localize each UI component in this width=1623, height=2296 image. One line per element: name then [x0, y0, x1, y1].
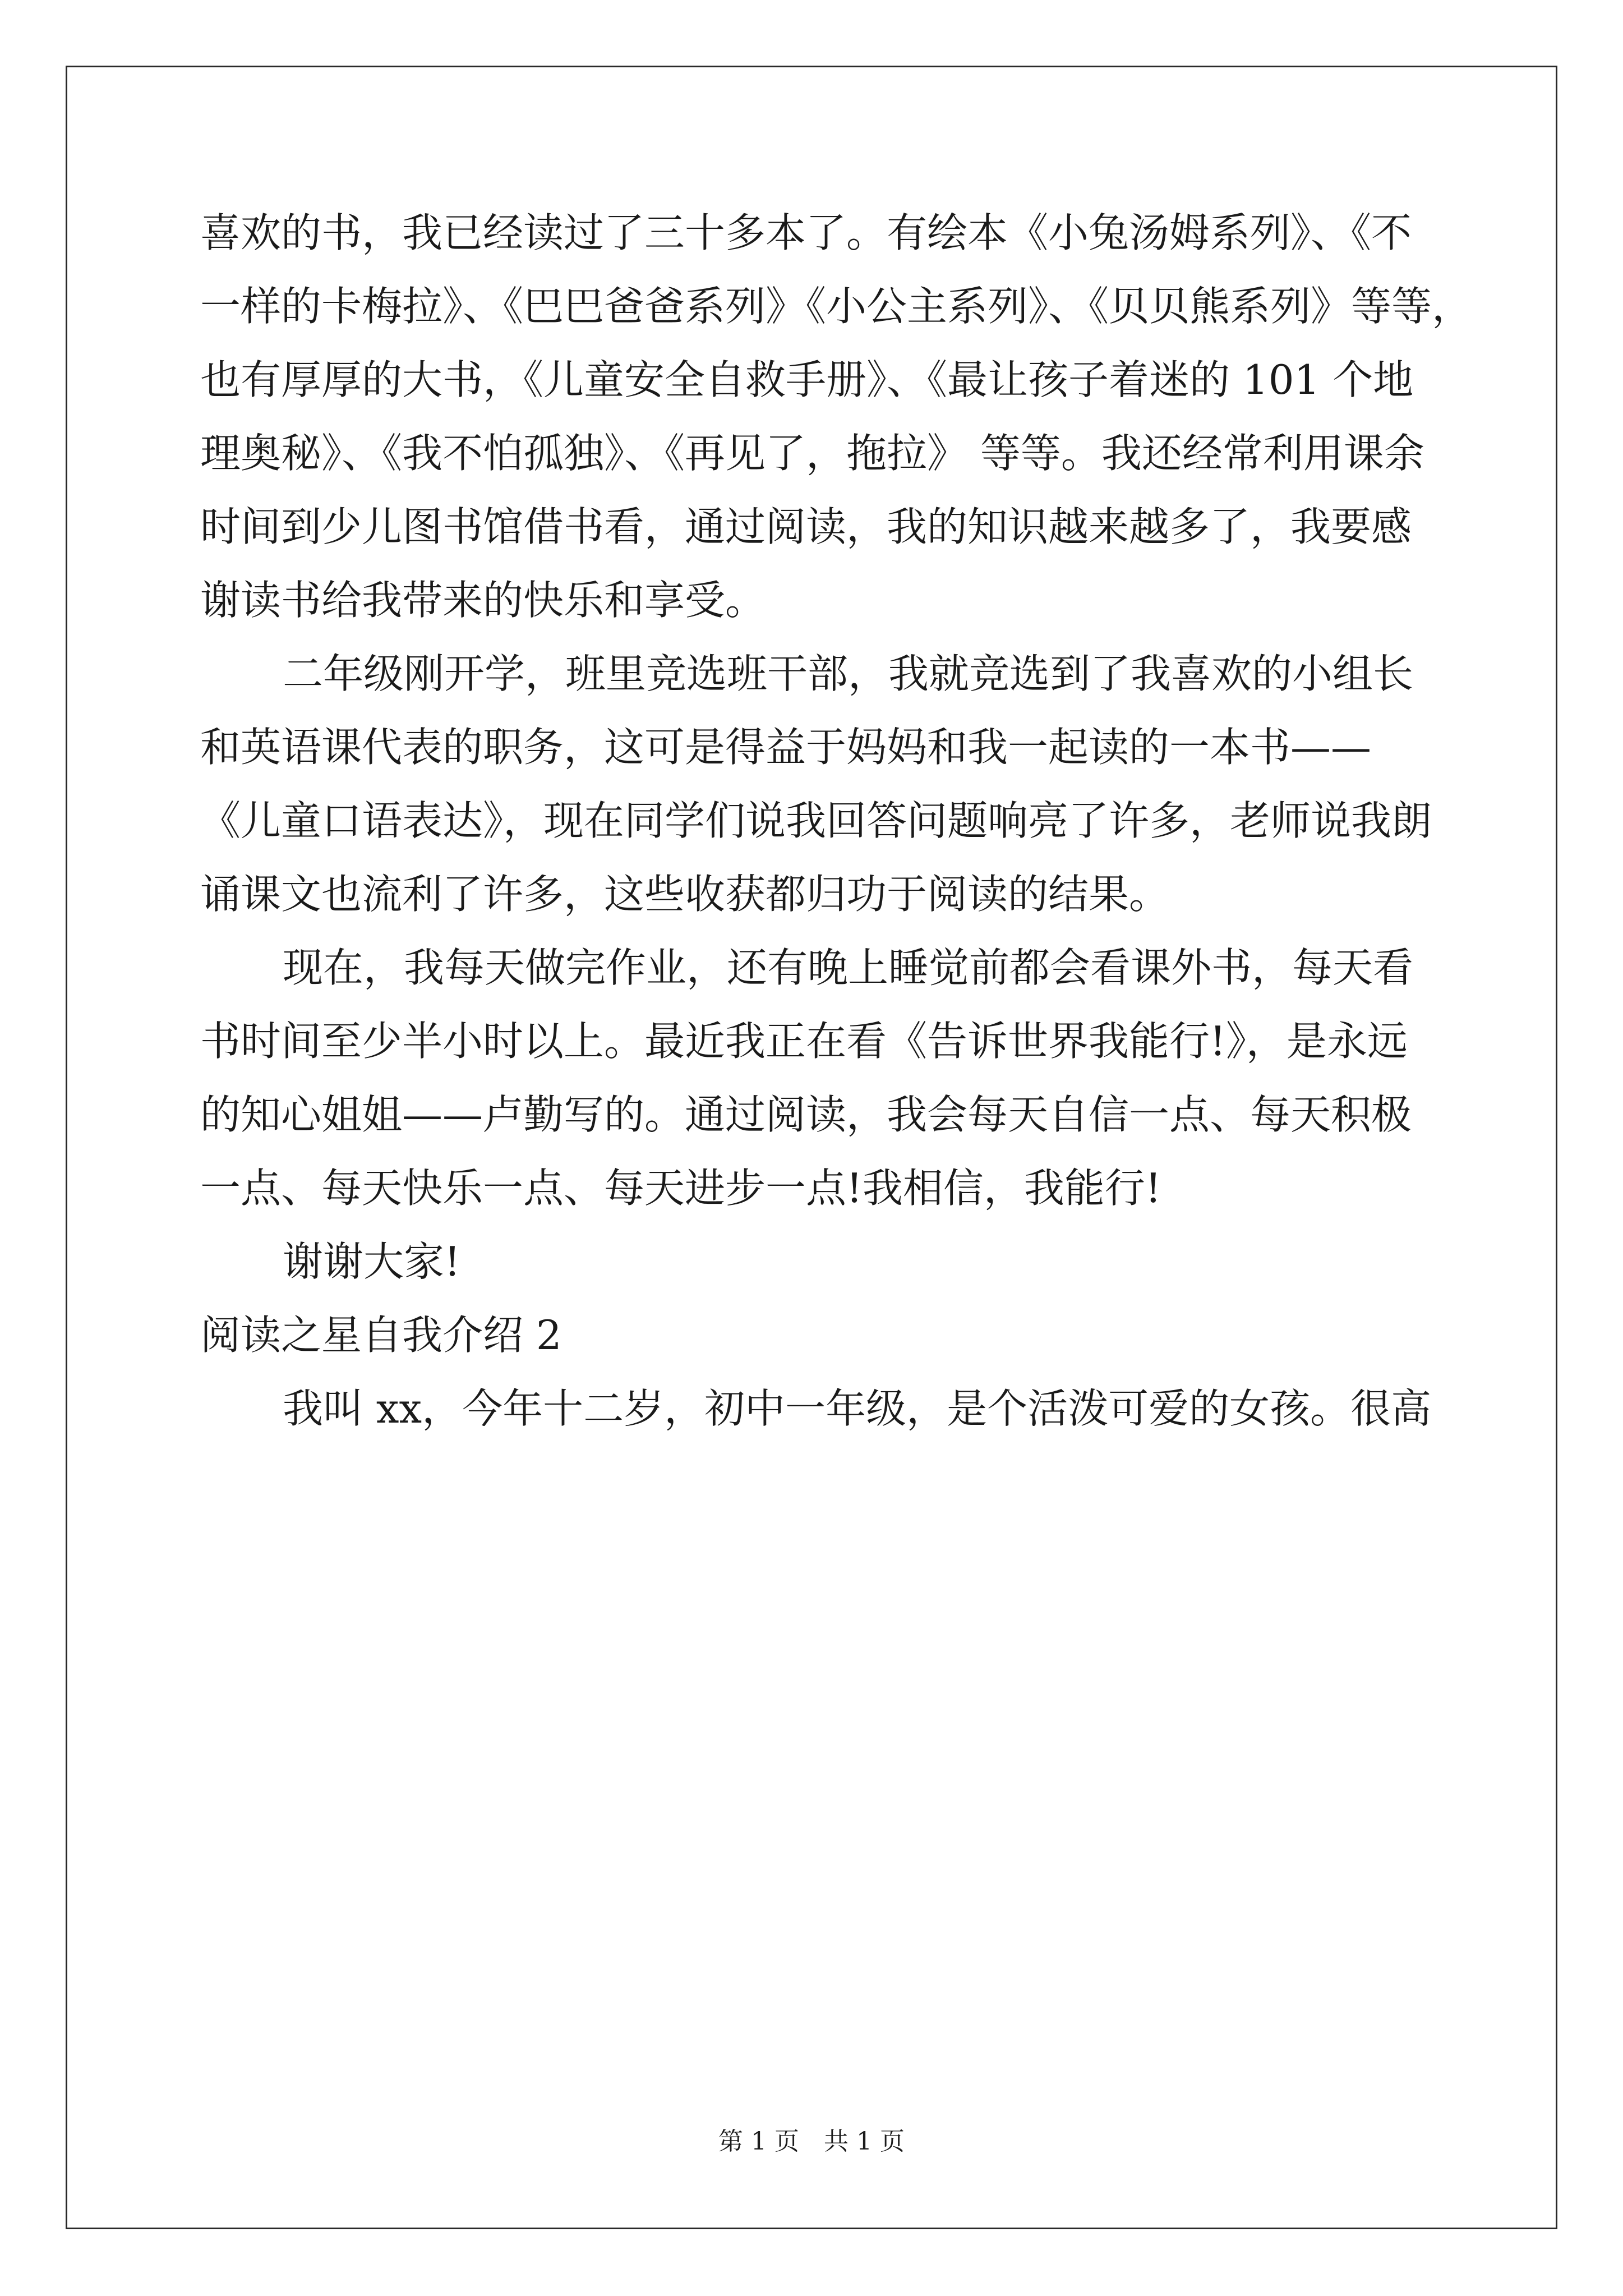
text-line: 一点、每天快乐一点、每天进步一点!我相信，我能行! — [200, 1165, 1161, 1212]
text-line: 《儿童口语表达》，现在同学们说我回答问题响亮了许多，老师说我朗 — [200, 797, 1432, 844]
text-line: 现在，我每天做完作业，还有晚上睡觉前都会看课外书，每天看 — [283, 944, 1414, 991]
text-line: 喜欢的书，我已经读过了三十多本了。有绘本《小兔汤姆系列》、《不 — [200, 209, 1412, 256]
text-line: 书时间至少半小时以上。最近我正在看《告诉世界我能行!》，是永远 — [200, 1018, 1408, 1065]
text-line: 理奥秘》、《我不怕孤独》、《再见了，拖拉》 等等。我还经常利用课余 — [200, 430, 1424, 477]
text-line: 也有厚厚的大书，《儿童安全自救手册》、《最让孩子着迷的 101 个地 — [200, 356, 1414, 403]
text-line: 的知心姐姐——卢勤写的。通过阅读，我会每天自信一点、每天积极 — [200, 1091, 1412, 1138]
text-line: 二年级刚开学，班里竞选班干部，我就竞选到了我喜欢的小组长 — [283, 650, 1414, 697]
section-heading: 阅读之星自我介绍 2 — [200, 1312, 562, 1359]
text-line: 谢谢大家! — [283, 1238, 460, 1285]
text-line: 一样的卡梅拉》、《巴巴爸爸系列》《小公主系列》、《贝贝熊系列》等等， — [200, 283, 1473, 330]
text-line: 诵课文也流利了许多，这些收获都归功于阅读的结果。 — [200, 871, 1170, 918]
text-line: 时间到少儿图书馆借书看，通过阅读，我的知识越来越多了，我要感 — [200, 503, 1412, 550]
text-line: 我叫 xx，今年十二岁，初中一年级，是个活泼可爱的女孩。很高 — [283, 1385, 1432, 1432]
text-line: 谢读书给我带来的快乐和享受。 — [200, 577, 766, 624]
page-footer: 第 1 页 共 1 页 — [718, 2127, 905, 2156]
text-line: 和英语课代表的职务，这可是得益于妈妈和我一起读的一本书—— — [200, 724, 1372, 771]
